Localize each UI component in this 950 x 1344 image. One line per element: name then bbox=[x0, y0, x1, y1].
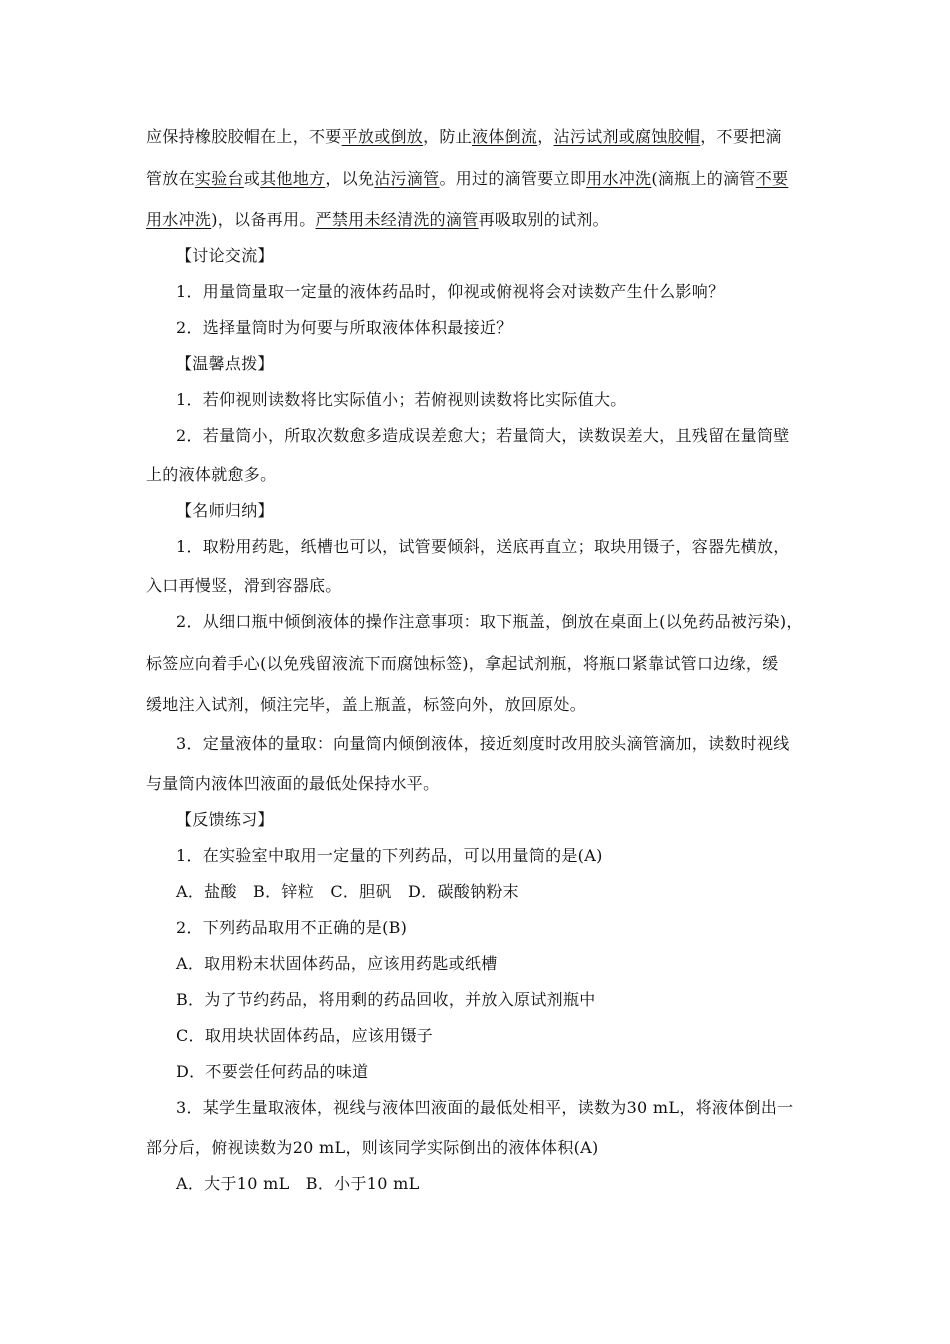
intro-line-2 bbox=[146, 168, 788, 190]
text-run: 或 bbox=[243, 169, 261, 188]
text-run: )，以备再用。 bbox=[211, 210, 316, 229]
underlined-term: 用水冲洗 bbox=[146, 210, 212, 229]
exercise-question-3-line-1: 3．某学生量取液体，视线与液体凹液面的最低处相平，读数为30 mL，将液体倒出一 bbox=[176, 1098, 794, 1117]
summary-point-2-line-2: 标签应向着手心(以免残留液流下而腐蚀标签)，拿起试剂瓶，将瓶口紧靠试管口边缘，缓 bbox=[146, 654, 779, 673]
text-run: 应保持橡胶胶帽在上，不要 bbox=[146, 127, 342, 146]
underlined-term: 严禁用未经清洗的滴管 bbox=[315, 210, 479, 229]
tips-heading: 【温馨点拨】 bbox=[176, 354, 274, 373]
exercise-question-2-option-d: D．不要尝任何药品的味道 bbox=[176, 1062, 369, 1081]
underlined-term: 沾污试剂或腐蚀胶帽 bbox=[553, 127, 701, 146]
exercise-heading: 【反馈练习】 bbox=[176, 810, 274, 829]
tips-answer-2-line-1: 2．若量筒小，所取次数愈多造成误差愈大；若量筒大，读数误差大，且残留在量筒壁 bbox=[176, 426, 790, 445]
exercise-question-2-option-a: A．取用粉末状固体药品，应该用药匙或纸槽 bbox=[176, 954, 498, 973]
text-run: (滴瓶上的滴管 bbox=[651, 169, 756, 188]
underlined-term: 平放或倒放 bbox=[341, 127, 424, 146]
text-run: 管放在 bbox=[146, 169, 195, 188]
summary-point-3-line-1: 3．定量液体的量取：向量筒内倾倒液体，接近刻度时改用胶头滴管滴加，读数时视线 bbox=[176, 734, 790, 753]
discussion-question-2: 2．选择量筒时为何要与所取液体体积最接近？ bbox=[176, 318, 513, 337]
intro-line-1 bbox=[146, 126, 782, 148]
underlined-term: 实验台 bbox=[194, 169, 244, 188]
summary-point-2-line-1: 2．从细口瓶中倾倒液体的操作注意事项：取下瓶盖，倒放在桌面上(以免药品被污染)， bbox=[176, 612, 803, 631]
summary-point-1-line-1: 1．取粉用药匙，纸槽也可以，试管要倾斜，送底再直立；取块用镊子，容器先横放， bbox=[176, 537, 790, 556]
underlined-term: 液体倒流 bbox=[472, 127, 538, 146]
exercise-question-3-options: A．大于10 mL B．小于10 mL bbox=[176, 1174, 420, 1193]
discussion-heading: 【讨论交流】 bbox=[176, 246, 274, 265]
tips-answer-2-line-2: 上的液体就愈多。 bbox=[146, 465, 277, 484]
exercise-question-2: 2．下列药品取用不正确的是(B) bbox=[176, 918, 408, 937]
text-run: ，以免 bbox=[325, 169, 375, 188]
exercise-question-2-option-c: C．取用块状固体药品，应该用镊子 bbox=[176, 1026, 434, 1045]
exercise-question-3-line-2: 部分后，俯视读数为20 mL，则该同学实际倒出的液体体积(A) bbox=[146, 1138, 599, 1157]
summary-point-2-line-3: 缓地注入试剂，倾注完毕，盖上瓶盖，标签向外，放回原处。 bbox=[146, 695, 587, 714]
intro-line-3 bbox=[146, 209, 609, 231]
underlined-term: 沾污滴管 bbox=[374, 169, 440, 188]
summary-point-3-line-2: 与量筒内液体凹液面的最低处保持水平。 bbox=[146, 774, 440, 793]
text-run: 。用过的滴管要立即 bbox=[439, 169, 587, 188]
underlined-term: 用水冲洗 bbox=[586, 169, 652, 188]
tips-answer-1: 1．若仰视则读数将比实际值小；若俯视则读数将比实际值大。 bbox=[176, 390, 627, 409]
exercise-question-1-options: A．盐酸 B．锌粒 C．胆矾 D．碳酸钠粉末 bbox=[176, 882, 519, 901]
text-run: 再吸取别的试剂。 bbox=[478, 210, 609, 229]
summary-point-1-line-2: 入口再慢竖，滑到容器底。 bbox=[146, 576, 342, 595]
underlined-term: 不要 bbox=[755, 169, 789, 188]
text-run: ，不要把滴 bbox=[700, 127, 782, 146]
text-run: ，防止 bbox=[423, 127, 473, 146]
underlined-term: 其他地方 bbox=[260, 169, 326, 188]
text-run: ， bbox=[537, 127, 554, 146]
exercise-question-2-option-b: B．为了节约药品，将用剩的药品回收，并放入原试剂瓶中 bbox=[176, 990, 596, 1009]
summary-heading: 【名师归纳】 bbox=[176, 501, 274, 520]
discussion-question-1: 1．用量筒量取一定量的液体药品时，仰视或俯视将会对读数产生什么影响？ bbox=[176, 282, 725, 301]
exercise-question-1: 1．在实验室中取用一定量的下列药品，可以用量筒的是(A) bbox=[176, 846, 603, 865]
